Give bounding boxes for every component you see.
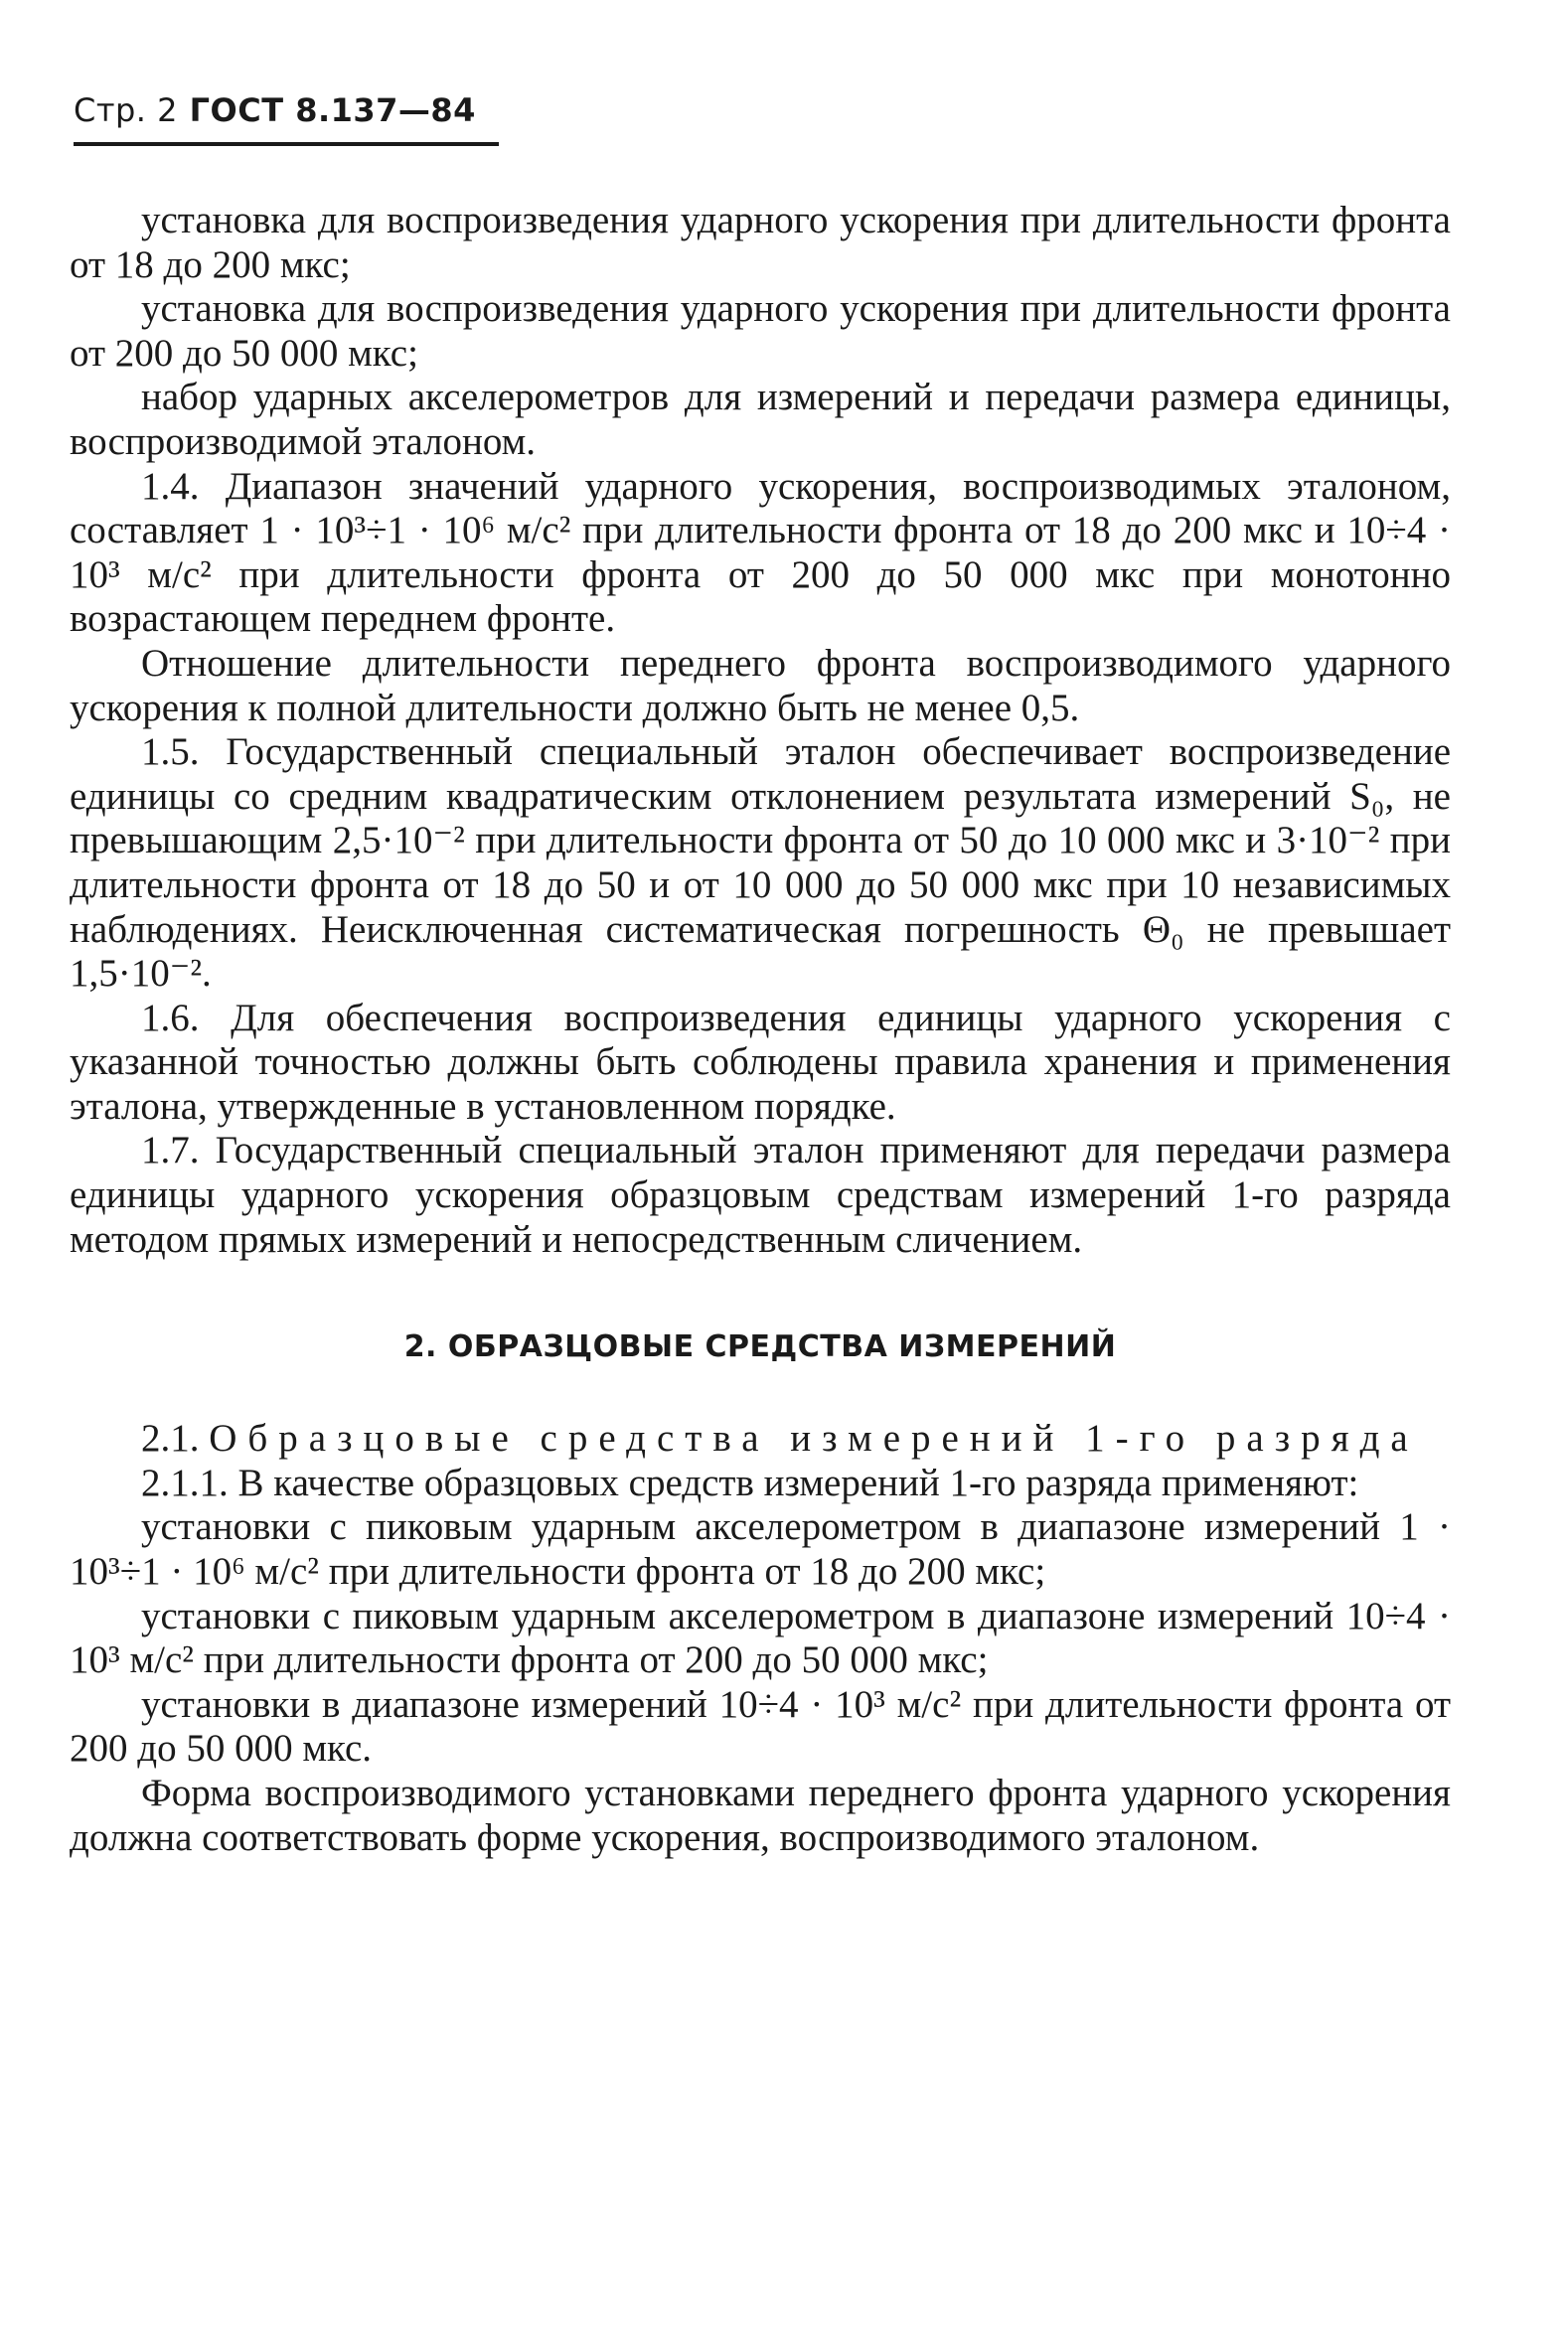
header-divider [74, 142, 499, 146]
paragraph: установки с пиковым ударным акселерометром в диапазоне измерений 1 · 10³÷1 · 10⁶ м/с² при длительности фронта от 18 до 200 мкс; [70, 1505, 1451, 1594]
paragraph: установки с пиковым ударным акселерометром в диапазоне измерений 10÷4 · 10³ м/с² при длительности фронта от 200 до 50 000 мкс; [70, 1594, 1451, 1682]
subsection-number: 2.1. [141, 1417, 200, 1461]
paragraph: Форма воспроизводимого установками переднего фронта ударного ускорения должна соответствовать форме ускорения, воспроизводимого эталоном. [70, 1772, 1451, 1859]
page-header [74, 91, 476, 129]
paragraph: Отношение длительности переднего фронта воспроизводимого ударного ускорения к полной длительности должно быть не менее 0,5. [70, 641, 1451, 729]
paragraph: 1.7. Государственный специальный эталон применяют для передачи размера единицы ударного ускорения образцовым средствам измерений 1-го разряда методом прямых измерений и непосредственным сличением. [70, 1129, 1451, 1261]
paragraph: набор ударных акселерометров для измерений и передачи размера единицы, воспроизводимой эталоном. [70, 376, 1451, 463]
section-heading: 2. ОБРАЗЦОВЫЕ СРЕДСТВА ИЗМЕРЕНИЙ [403, 1329, 1117, 1365]
paragraph: установки в диапазоне измерений 10÷4 · 10³ м/с² при длительности фронта от 200 до 50 000 мкс. [70, 1682, 1451, 1771]
paragraph: 2.1.1. В качестве образцовых средств измерений 1-го разряда применяют: [141, 1461, 1359, 1504]
paragraph: 1.6. Для обеспечения воспроизведения единицы ударного ускорения с указанной точностью должны быть соблюдены правила хранения и применения эталона, утвержденные в установленном порядке. [70, 996, 1451, 1128]
paragraph: установка для воспроизведения ударного ускорения при длительности фронта от 200 до 50 000 мкс; [70, 287, 1451, 375]
paragraph: установка для воспроизведения ударного ускорения при длительности фронта от 18 до 200 мкс; [70, 199, 1451, 286]
subsection-heading [70, 1417, 1451, 1462]
paragraph: 1.4. Диапазон значений ударного ускорения, воспроизводимых эталоном, составляет 1 · 10³÷1 · 10⁶ м/с² при длительности фронта от 18 до 200 мкс и 10÷4 · 10³ м/с² при длительности фронта от 200 до 50 000 мкс при монотонно возрастающем переднем фронте. [70, 464, 1451, 641]
document-body [70, 199, 1451, 1860]
paragraph: 1.5. Государственный специальный эталон обеспечивает воспроизведение единицы со средним квадратическим отклонением результата измерений S₀, не превышающим 2,5·10⁻² при длительности фронта от 50 до 10 000 мкс и 3·10⁻² при длительности фронта от 18 до 50 и от 10 000 до 50 000 мкс при 10 независимых наблюдениях. Неисключенная систематическая погрешность Θ₀ не превышает 1,5·10⁻². [70, 730, 1451, 996]
page-number-label: Стр. 2 [74, 91, 178, 129]
subsection-title: Образцовые средства измерений 1-го разряда [209, 1417, 1419, 1461]
standard-designation: ГОСТ 8.137—84 [189, 91, 476, 129]
